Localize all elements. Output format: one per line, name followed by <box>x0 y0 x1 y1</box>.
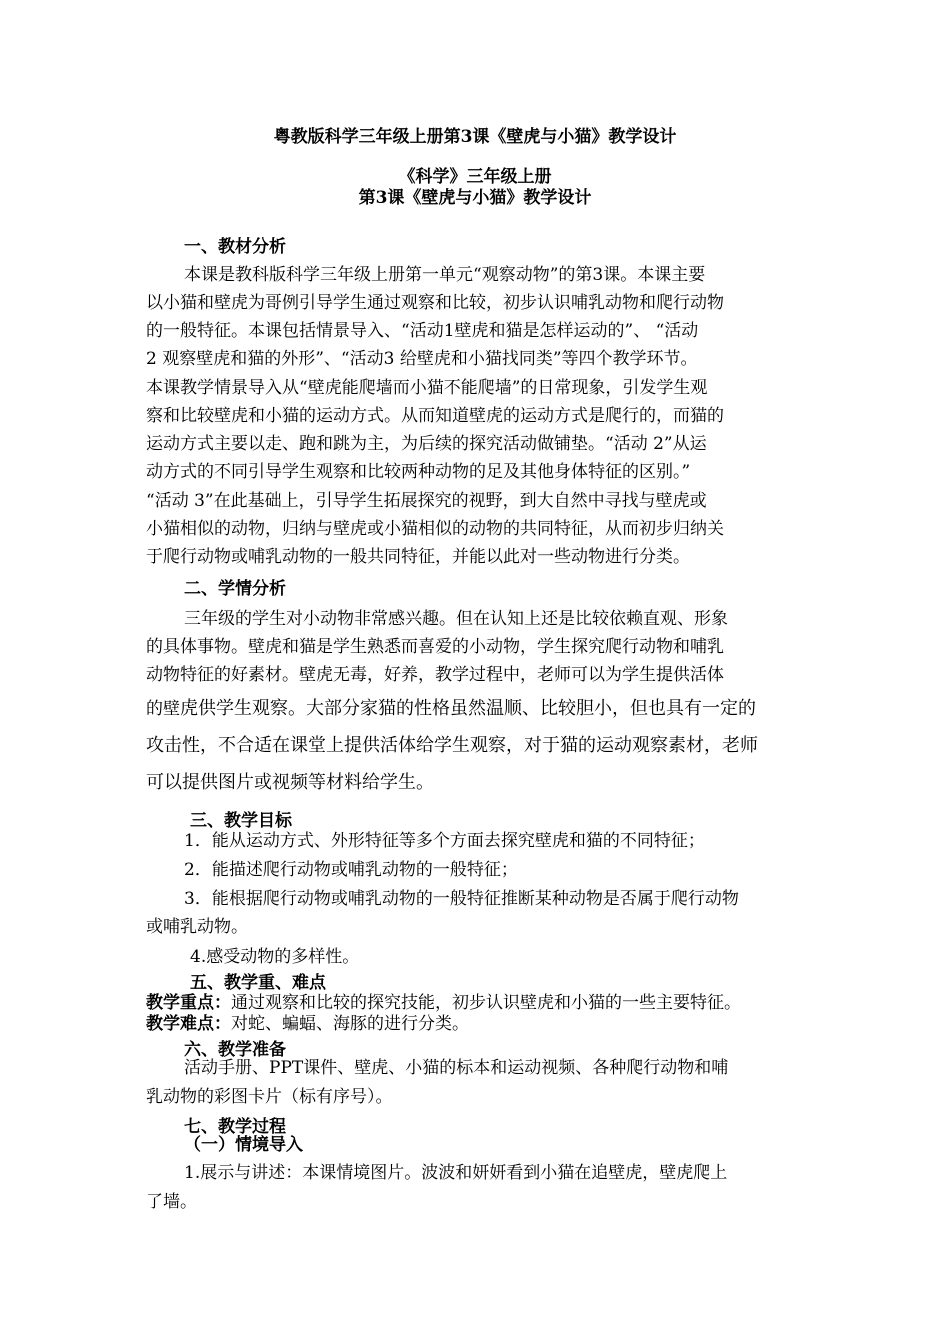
section-2-line: 三年级的学生对小动物非常感兴趣。但在认知上还是比较依赖直观、形象 <box>184 609 728 629</box>
section-2-line: 的具体事物。壁虎和猫是学生熟悉而喜爱的小动物，学生探究爬行动物和哺乳 <box>146 637 724 657</box>
objective-item: 1．能从运动方式、外形特征等多个方面去探究壁虎和猫的不同特征； <box>184 831 705 851</box>
section-2-line: 动物特征的好素材。壁虎无毒，好养，教学过程中，老师可以为学生提供活体 <box>146 665 724 685</box>
section-1-line: 本课教学情景导入从“壁虎能爬墙而小猫不能爬墙”的日常现象，引发学生观 <box>146 378 708 398</box>
objective-item: 2．能描述爬行动物或哺乳动物的一般特征； <box>184 860 518 880</box>
key-point-text: 通过观察和比较的探究技能，初步认识壁虎和小猫的一些主要特征。 <box>231 993 741 1013</box>
section-7-line: 了墙。 <box>146 1192 197 1212</box>
key-point-label: 教学重点： <box>146 993 231 1013</box>
main-title: 粤教版科学三年级上册第3课《壁虎与小猫》教学设计 <box>273 127 677 147</box>
section-1-line: 小猫相似的动物，归纳与壁虎或小猫相似的动物的共同特征，从而初步归纳关 <box>146 519 724 539</box>
section-1-heading: 一、教材分析 <box>184 237 286 257</box>
objective-item: 4.感受动物的多样性。 <box>190 947 360 967</box>
section-1-line: 2 观察壁虎和猫的外形”、“活动3 给壁虎和小猫找同类”等四个教学环节。 <box>146 349 698 369</box>
section-6-heading: 六、教学准备 <box>184 1040 286 1060</box>
section-1-line: “活动 3”在此基础上，引导学生拓展探究的视野，到大自然中寻找与壁虎或 <box>146 491 707 511</box>
objective-item: 或哺乳动物。 <box>146 917 248 937</box>
section-1-line: 动方式的不同引导学生观察和比较两种动物的足及其他身体特征的区别。” <box>146 462 691 482</box>
subtitle-2: 第3课《壁虎与小猫》教学设计 <box>358 188 592 208</box>
section-5-heading: 五、教学重、难点 <box>190 973 326 993</box>
section-3-heading: 三、教学目标 <box>190 811 292 831</box>
section-2-line <box>146 694 756 720</box>
objective-item: 3．能根据爬行动物或哺乳动物的一般特征推断某种动物是否属于爬行动物 <box>184 889 739 909</box>
section-1-line: 以小猫和壁虎为哥例引导学生通过观察和比较，初步认识哺乳动物和爬行动物 <box>146 293 724 313</box>
difficult-point-label: 教学难点： <box>146 1014 231 1034</box>
subtitle-1: 《科学》三年级上册 <box>398 167 552 187</box>
section-1-line: 察和比较壁虎和小猫的运动方式。从而知道壁虎的运动方式是爬行的，而猫的 <box>146 406 724 426</box>
section-2-line: 攻击性，不合适在课堂上提供活体给学生观察，对于猫的运动观察素材，老师 <box>146 735 758 756</box>
section-2-line-part-b: 虎供学生观察。大部分家猫的性格虽然温顺、比较胆小，但也具有一定的 <box>180 698 756 719</box>
section-6-line: 活动手册、PPT课件、壁虎、小猫的标本和运动视频、各种爬行动物和哺 <box>184 1058 729 1078</box>
section-2-line: 可以提供图片或视频等材料给学生。 <box>146 772 434 793</box>
difficult-point <box>146 1009 469 1034</box>
section-1-line: 于爬行动物或哺乳动物的一般共同特征，并能以此对一些动物进行分类。 <box>146 547 690 567</box>
difficult-point-text: 对蛇、蝙蝠、海豚的进行分类。 <box>231 1014 469 1034</box>
section-2-line-part-a: 的壁 <box>146 699 180 719</box>
section-7-heading: 七、教学过程 <box>184 1117 286 1137</box>
section-1-line: 运动方式主要以走、跑和跳为主，为后续的探究活动做铺垫。“活动 2”从运 <box>146 434 707 454</box>
section-7-line: 1.展示与讲述：本课情境图片。波波和妍妍看到小猫在追壁虎，壁虎爬上 <box>184 1163 728 1183</box>
section-2-heading: 二、学情分析 <box>184 579 286 599</box>
section-6-line: 乳动物的彩图卡片（标有序号）。 <box>146 1087 393 1107</box>
section-1-line: 本课是教科版科学三年级上册第一单元“观察动物”的第3课。本课主要 <box>184 265 706 285</box>
section-1-line: 的一般特征。本课包括情景导入、“活动1壁虎和猫是怎样运动的”、 “活动 <box>146 321 699 341</box>
section-7-subheading: （一）情境导入 <box>184 1135 303 1155</box>
